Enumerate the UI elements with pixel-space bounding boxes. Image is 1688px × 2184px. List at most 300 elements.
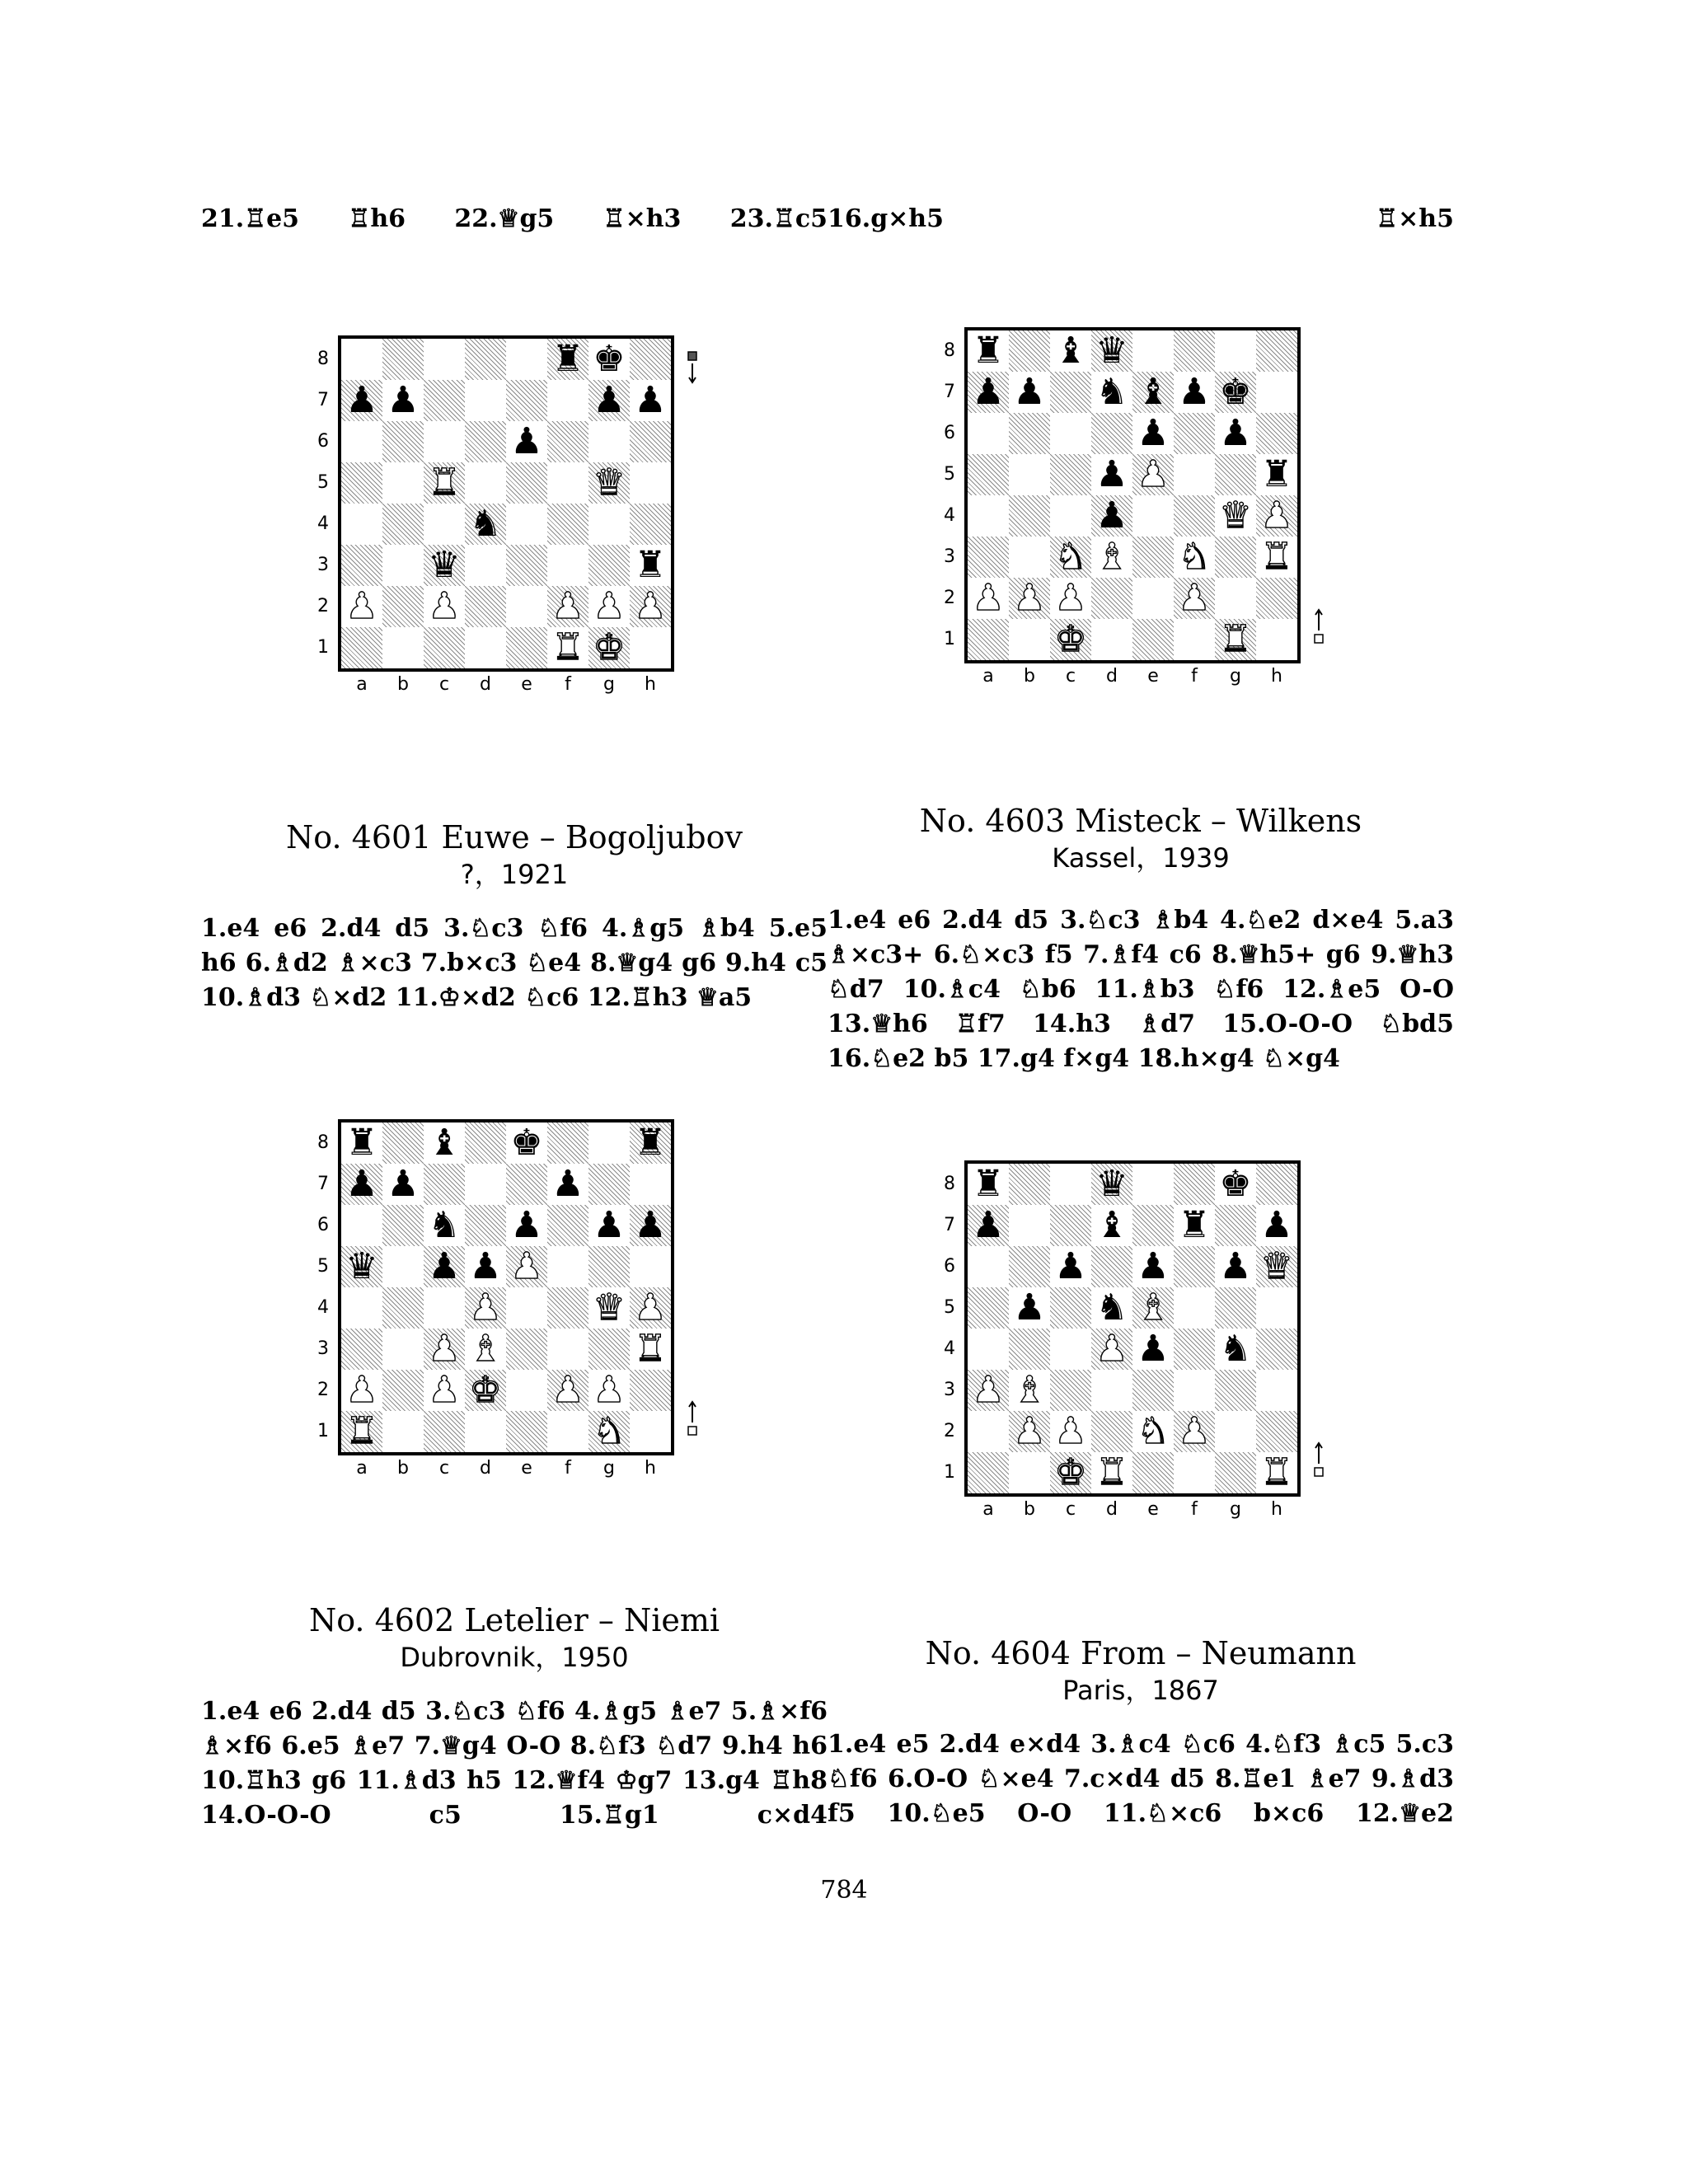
square-e7 <box>1132 372 1174 413</box>
file-label: a <box>982 1499 994 1520</box>
file-label: a <box>356 674 368 695</box>
file-label: f <box>1191 1499 1198 1520</box>
square-c2 <box>424 586 465 627</box>
black-pawn-icon: ♟ <box>551 1163 584 1205</box>
square-a4 <box>968 1329 1009 1370</box>
rank-label: 1 <box>944 1462 955 1483</box>
square-d7 <box>465 380 506 421</box>
square-a7 <box>341 380 382 421</box>
square-b1 <box>1009 619 1050 660</box>
game-place: Paris，1867 <box>1062 1675 1219 1706</box>
square-b1 <box>382 1411 424 1452</box>
square-a5 <box>341 462 382 504</box>
rank-label: 1 <box>944 629 955 649</box>
square-a4 <box>341 504 382 545</box>
square-h5 <box>630 1246 671 1287</box>
file-label: d <box>480 1458 491 1479</box>
game-title: No. 4603 Misteck – Wilkens <box>919 803 1362 839</box>
rank-label: 8 <box>317 1132 329 1153</box>
white-king-icon: ♚ <box>593 626 626 668</box>
rank-label: 2 <box>317 1380 329 1400</box>
file-label: c <box>1065 666 1076 687</box>
file-label: h <box>645 674 656 695</box>
square-c2 <box>1050 1411 1091 1452</box>
file-label: c <box>1065 1499 1076 1520</box>
black-pawn-icon: ♟ <box>345 379 378 421</box>
black-pawn-icon: ♟ <box>593 1204 626 1246</box>
file-label: g <box>603 674 615 695</box>
square-h2 <box>1256 578 1297 619</box>
square-e5 <box>506 1246 547 1287</box>
square-g2 <box>1215 1411 1256 1452</box>
black-pawn-icon: ♟ <box>1013 1286 1046 1329</box>
square-a1 <box>968 619 1009 660</box>
square-g6 <box>1215 1246 1256 1287</box>
square-d5 <box>465 462 506 504</box>
white-pawn-icon: ♟ <box>972 577 1005 619</box>
square-d3 <box>465 1329 506 1370</box>
chess-board <box>338 1119 674 1455</box>
white-to-move-icon <box>684 1399 701 1441</box>
square-d5 <box>1091 454 1132 495</box>
square-h7 <box>630 380 671 421</box>
file-label: e <box>1147 666 1159 687</box>
rank-label: 3 <box>944 1380 955 1400</box>
square-a6 <box>341 1205 382 1246</box>
square-h2 <box>630 586 671 627</box>
square-g1 <box>1215 619 1256 660</box>
square-e7 <box>1132 1205 1174 1246</box>
square-a5 <box>968 454 1009 495</box>
square-f5 <box>547 1246 588 1287</box>
square-a6 <box>968 413 1009 454</box>
square-e3 <box>506 1329 547 1370</box>
file-label: b <box>1024 1499 1035 1520</box>
square-g8 <box>1215 1164 1256 1205</box>
square-a5 <box>341 1246 382 1287</box>
file-label: f <box>1191 666 1198 687</box>
black-rook-icon: ♜ <box>551 338 584 380</box>
game-title: No. 4601 Euwe – Bogoljubov <box>286 819 743 855</box>
square-c5 <box>424 462 465 504</box>
square-e4 <box>506 1287 547 1329</box>
square-c8 <box>1050 1164 1091 1205</box>
square-c3 <box>1050 1370 1091 1411</box>
file-label: g <box>603 1458 615 1479</box>
square-f2 <box>1174 1411 1215 1452</box>
white-rook-icon: ♜ <box>345 1410 378 1452</box>
square-a2 <box>341 586 382 627</box>
black-queen-icon: ♛ <box>1095 330 1128 372</box>
square-b4 <box>382 504 424 545</box>
square-f1 <box>1174 1452 1215 1493</box>
square-g6 <box>588 1205 630 1246</box>
rank-label: 6 <box>317 1215 329 1235</box>
square-h6 <box>1256 413 1297 454</box>
black-bishop-icon: ♝ <box>428 1122 461 1164</box>
square-c6 <box>424 421 465 462</box>
square-e8 <box>506 1122 547 1164</box>
square-f3 <box>547 1329 588 1370</box>
rank-label: 4 <box>317 1297 329 1318</box>
square-d1 <box>1091 1452 1132 1493</box>
square-b5 <box>1009 454 1050 495</box>
square-h8 <box>630 1122 671 1164</box>
square-d1 <box>465 1411 506 1452</box>
square-c6 <box>424 1205 465 1246</box>
square-f7 <box>547 380 588 421</box>
file-label: b <box>397 674 409 695</box>
file-label: g <box>1230 666 1241 687</box>
square-b8 <box>1009 330 1050 372</box>
square-d5 <box>1091 1287 1132 1329</box>
square-c8 <box>1050 330 1091 372</box>
white-pawn-icon: ♟ <box>1178 577 1211 619</box>
black-queen-icon: ♛ <box>1095 1163 1128 1205</box>
black-bishop-icon: ♝ <box>1054 330 1087 372</box>
square-c5 <box>424 1246 465 1287</box>
black-rook-icon: ♜ <box>345 1122 378 1164</box>
page-number: 784 <box>820 1876 868 1905</box>
rank-label: 7 <box>944 382 955 402</box>
rank-label: 3 <box>317 1338 329 1359</box>
square-b3 <box>1009 537 1050 578</box>
file-label: c <box>438 1458 450 1479</box>
square-h4 <box>630 1287 671 1329</box>
black-rook-icon: ♜ <box>972 1163 1005 1205</box>
black-pawn-icon: ♟ <box>1137 412 1170 454</box>
square-g3 <box>588 545 630 586</box>
white-pawn-icon: ♟ <box>510 1245 543 1287</box>
square-c7 <box>424 380 465 421</box>
square-a2 <box>341 1370 382 1411</box>
square-d4 <box>465 1287 506 1329</box>
square-e5 <box>506 462 547 504</box>
file-label: a <box>982 666 994 687</box>
white-knight-icon: ♞ <box>1054 536 1087 578</box>
game-title: No. 4604 From – Neumann <box>925 1635 1357 1671</box>
black-king-icon: ♚ <box>593 338 626 380</box>
rank-label: 1 <box>317 1421 329 1441</box>
square-h2 <box>630 1370 671 1411</box>
square-f7 <box>1174 1205 1215 1246</box>
square-d3 <box>1091 537 1132 578</box>
black-queen-icon: ♛ <box>428 544 461 586</box>
file-label: e <box>521 1458 532 1479</box>
square-e6 <box>506 421 547 462</box>
square-d3 <box>465 545 506 586</box>
rank-label: 2 <box>944 1421 955 1441</box>
black-pawn-icon: ♟ <box>593 379 626 421</box>
square-b4 <box>1009 1329 1050 1370</box>
game-moves-4604: 1.e4 e5 2.d4 e×d4 3.♗c4 ♘c6 4.♘f3 ♗c5 5.c3 ♘f6 6.O-O ♘×e4 7.c×d4 d5 8.♖e1 ♗e7 9.♗d3 f5 10.♘e5 O-O 11.♘×c6 b×c6 12.♕e2 <box>828 1730 1454 1828</box>
square-e6 <box>1132 413 1174 454</box>
square-g1 <box>588 1411 630 1452</box>
rank-label: 4 <box>944 505 955 526</box>
square-f4 <box>547 504 588 545</box>
square-b3 <box>382 1329 424 1370</box>
file-label: h <box>1271 666 1282 687</box>
square-g4 <box>1215 495 1256 537</box>
file-label: f <box>565 1458 571 1479</box>
square-b1 <box>382 627 424 668</box>
game-moves-4601: 1.e4 e6 2.d4 d5 3.♘c3 ♘f6 4.♗g5 ♗b4 5.e5 h6 6.♗d2 ♗×c3 7.b×c3 ♘e4 8.♕g4 g6 9.h4 c5 10.♗d3 ♘×d2 11.♔×d2 ♘c6 12.♖h3 ♕a5 <box>201 914 828 1012</box>
square-f8 <box>1174 1164 1215 1205</box>
black-king-icon: ♚ <box>1219 1163 1252 1205</box>
square-h5 <box>1256 454 1297 495</box>
white-pawn-icon: ♟ <box>1178 1410 1211 1452</box>
square-d2 <box>465 586 506 627</box>
square-d6 <box>465 421 506 462</box>
square-e8 <box>1132 330 1174 372</box>
square-c3 <box>1050 537 1091 578</box>
black-pawn-icon: ♟ <box>428 1245 461 1287</box>
square-e1 <box>1132 1452 1174 1493</box>
square-f3 <box>547 545 588 586</box>
game-heading-4602 <box>201 1601 828 1675</box>
game-place: ?，1921 <box>460 859 569 890</box>
white-pawn-icon: ♟ <box>428 1369 461 1411</box>
white-rook-icon: ♜ <box>1095 1451 1128 1493</box>
square-f6 <box>547 1205 588 1246</box>
square-b3 <box>382 545 424 586</box>
white-pawn-icon: ♟ <box>1054 1410 1087 1452</box>
square-c6 <box>1050 413 1091 454</box>
white-king-icon: ♚ <box>1054 618 1087 660</box>
white-queen-icon: ♛ <box>593 462 626 504</box>
square-c4 <box>1050 495 1091 537</box>
square-b5 <box>382 1246 424 1287</box>
file-label: e <box>1147 1499 1159 1520</box>
square-d3 <box>1091 1370 1132 1411</box>
square-g7 <box>1215 1205 1256 1246</box>
chess-board <box>964 1160 1301 1497</box>
black-pawn-icon: ♟ <box>469 1245 502 1287</box>
square-c5 <box>1050 1287 1091 1329</box>
square-a2 <box>968 578 1009 619</box>
square-f6 <box>1174 1246 1215 1287</box>
white-pawn-icon: ♟ <box>634 585 667 627</box>
rank-label: 7 <box>317 1174 329 1194</box>
square-h4 <box>1256 1329 1297 1370</box>
square-g7 <box>588 380 630 421</box>
square-e6 <box>506 1205 547 1246</box>
square-g7 <box>588 1164 630 1205</box>
black-pawn-icon: ♟ <box>1137 1328 1170 1370</box>
white-rook-icon: ♜ <box>634 1328 667 1370</box>
square-a2 <box>968 1411 1009 1452</box>
black-rook-icon: ♜ <box>972 330 1005 372</box>
game-place: Kassel，1939 <box>1052 842 1230 874</box>
white-pawn-icon: ♟ <box>972 1369 1005 1411</box>
square-h7 <box>1256 1205 1297 1246</box>
white-pawn-icon: ♟ <box>345 585 378 627</box>
square-f6 <box>1174 413 1215 454</box>
square-c6 <box>1050 1246 1091 1287</box>
square-g4 <box>588 1287 630 1329</box>
file-label: d <box>1106 666 1118 687</box>
square-c2 <box>1050 578 1091 619</box>
black-knight-icon: ♞ <box>1219 1328 1252 1370</box>
rank-label: 8 <box>944 1174 955 1194</box>
square-e4 <box>1132 495 1174 537</box>
square-f4 <box>1174 495 1215 537</box>
black-queen-icon: ♛ <box>345 1245 378 1287</box>
square-c3 <box>424 545 465 586</box>
square-c4 <box>1050 1329 1091 1370</box>
white-pawn-icon: ♟ <box>593 1369 626 1411</box>
chess-board <box>338 335 674 672</box>
black-pawn-icon: ♟ <box>387 1163 420 1205</box>
square-e5 <box>1132 454 1174 495</box>
square-h7 <box>630 1164 671 1205</box>
square-e7 <box>506 380 547 421</box>
square-d7 <box>1091 372 1132 413</box>
square-b1 <box>1009 1452 1050 1493</box>
black-pawn-icon: ♟ <box>510 1204 543 1246</box>
square-a3 <box>341 1329 382 1370</box>
square-h3 <box>1256 537 1297 578</box>
square-f1 <box>547 627 588 668</box>
square-a1 <box>341 1411 382 1452</box>
square-g1 <box>1215 1452 1256 1493</box>
square-b2 <box>1009 1411 1050 1452</box>
white-rook-icon: ♜ <box>1260 1451 1293 1493</box>
rank-label: 5 <box>317 472 329 493</box>
square-c1 <box>424 1411 465 1452</box>
square-b7 <box>1009 1205 1050 1246</box>
square-b3 <box>1009 1370 1050 1411</box>
rank-label: 5 <box>944 464 955 485</box>
square-h4 <box>1256 495 1297 537</box>
square-f4 <box>547 1287 588 1329</box>
square-f3 <box>1174 1370 1215 1411</box>
square-d2 <box>465 1370 506 1411</box>
square-b2 <box>382 1370 424 1411</box>
black-knight-icon: ♞ <box>1095 1286 1128 1329</box>
square-f5 <box>547 462 588 504</box>
square-g6 <box>588 421 630 462</box>
square-a4 <box>341 1287 382 1329</box>
square-a3 <box>968 1370 1009 1411</box>
square-h1 <box>630 1411 671 1452</box>
square-g2 <box>1215 578 1256 619</box>
file-label: h <box>645 1458 656 1479</box>
black-knight-icon: ♞ <box>469 503 502 545</box>
square-b8 <box>382 1122 424 1164</box>
black-pawn-icon: ♟ <box>1260 1204 1293 1246</box>
white-pawn-icon: ♟ <box>1137 453 1170 495</box>
white-to-move-icon <box>1311 1441 1327 1482</box>
white-pawn-icon: ♟ <box>1013 1410 1046 1452</box>
square-b4 <box>1009 495 1050 537</box>
white-knight-icon: ♞ <box>593 1410 626 1452</box>
white-pawn-icon: ♟ <box>345 1369 378 1411</box>
square-a1 <box>968 1452 1009 1493</box>
file-label: d <box>480 674 491 695</box>
square-h1 <box>630 627 671 668</box>
square-e4 <box>506 504 547 545</box>
square-d8 <box>465 339 506 380</box>
square-d6 <box>465 1205 506 1246</box>
square-c2 <box>424 1370 465 1411</box>
game-title: No. 4602 Letelier – Niemi <box>308 1602 720 1638</box>
square-e2 <box>506 586 547 627</box>
rank-label: 8 <box>944 340 955 361</box>
square-e3 <box>506 545 547 586</box>
square-d7 <box>465 1164 506 1205</box>
square-d1 <box>1091 619 1132 660</box>
white-pawn-icon: ♟ <box>1260 494 1293 537</box>
square-h7 <box>1256 372 1297 413</box>
square-b6 <box>1009 1246 1050 1287</box>
file-label: b <box>397 1458 409 1479</box>
square-g1 <box>588 627 630 668</box>
square-a7 <box>341 1164 382 1205</box>
square-b8 <box>382 339 424 380</box>
square-c1 <box>1050 619 1091 660</box>
file-label: d <box>1106 1499 1118 1520</box>
square-a5 <box>968 1287 1009 1329</box>
game-moves-4602: 1.e4 e6 2.d4 d5 3.♘c3 ♘f6 4.♗g5 ♗e7 5.♗×f6 ♗×f6 6.e5 ♗e7 7.♕g4 O-O 8.♘f3 ♘d7 9.h4 h6 10.♖h3 g6 11.♗d3 h5 12.♕f4 ♔g7 13.g4 ♖h8 14.O-O-O c5 15.♖g1 c×d4 <box>201 1697 828 1830</box>
square-f1 <box>547 1411 588 1452</box>
square-c8 <box>424 1122 465 1164</box>
square-d8 <box>465 1122 506 1164</box>
square-g5 <box>588 1246 630 1287</box>
square-d6 <box>1091 1246 1132 1287</box>
square-d7 <box>1091 1205 1132 1246</box>
white-rook-icon: ♜ <box>551 626 584 668</box>
square-h8 <box>630 339 671 380</box>
square-d4 <box>1091 495 1132 537</box>
square-g5 <box>1215 1287 1256 1329</box>
square-h6 <box>1256 1246 1297 1287</box>
square-g8 <box>1215 330 1256 372</box>
square-f7 <box>1174 372 1215 413</box>
square-a7 <box>968 1205 1009 1246</box>
square-b6 <box>382 421 424 462</box>
rank-label: 7 <box>317 390 329 410</box>
square-e4 <box>1132 1329 1174 1370</box>
black-pawn-icon: ♟ <box>1219 1245 1252 1287</box>
square-g7 <box>1215 372 1256 413</box>
rank-label: 2 <box>944 588 955 608</box>
square-e8 <box>1132 1164 1174 1205</box>
square-f5 <box>1174 454 1215 495</box>
game-heading-4603 <box>828 802 1454 876</box>
square-a3 <box>968 537 1009 578</box>
black-pawn-icon: ♟ <box>1137 1245 1170 1287</box>
square-f5 <box>1174 1287 1215 1329</box>
square-g5 <box>588 462 630 504</box>
square-d4 <box>465 504 506 545</box>
rank-label: 8 <box>317 349 329 369</box>
square-h1 <box>1256 1452 1297 1493</box>
square-g5 <box>1215 454 1256 495</box>
white-king-icon: ♚ <box>469 1369 502 1411</box>
square-e1 <box>506 627 547 668</box>
square-g8 <box>588 1122 630 1164</box>
black-rook-icon: ♜ <box>634 544 667 586</box>
square-h6 <box>630 1205 671 1246</box>
black-rook-icon: ♜ <box>1178 1204 1211 1246</box>
rank-label: 5 <box>317 1256 329 1277</box>
white-pawn-icon: ♟ <box>551 585 584 627</box>
square-c5 <box>1050 454 1091 495</box>
square-d5 <box>465 1246 506 1287</box>
file-label: b <box>1024 666 1035 687</box>
square-h4 <box>630 504 671 545</box>
